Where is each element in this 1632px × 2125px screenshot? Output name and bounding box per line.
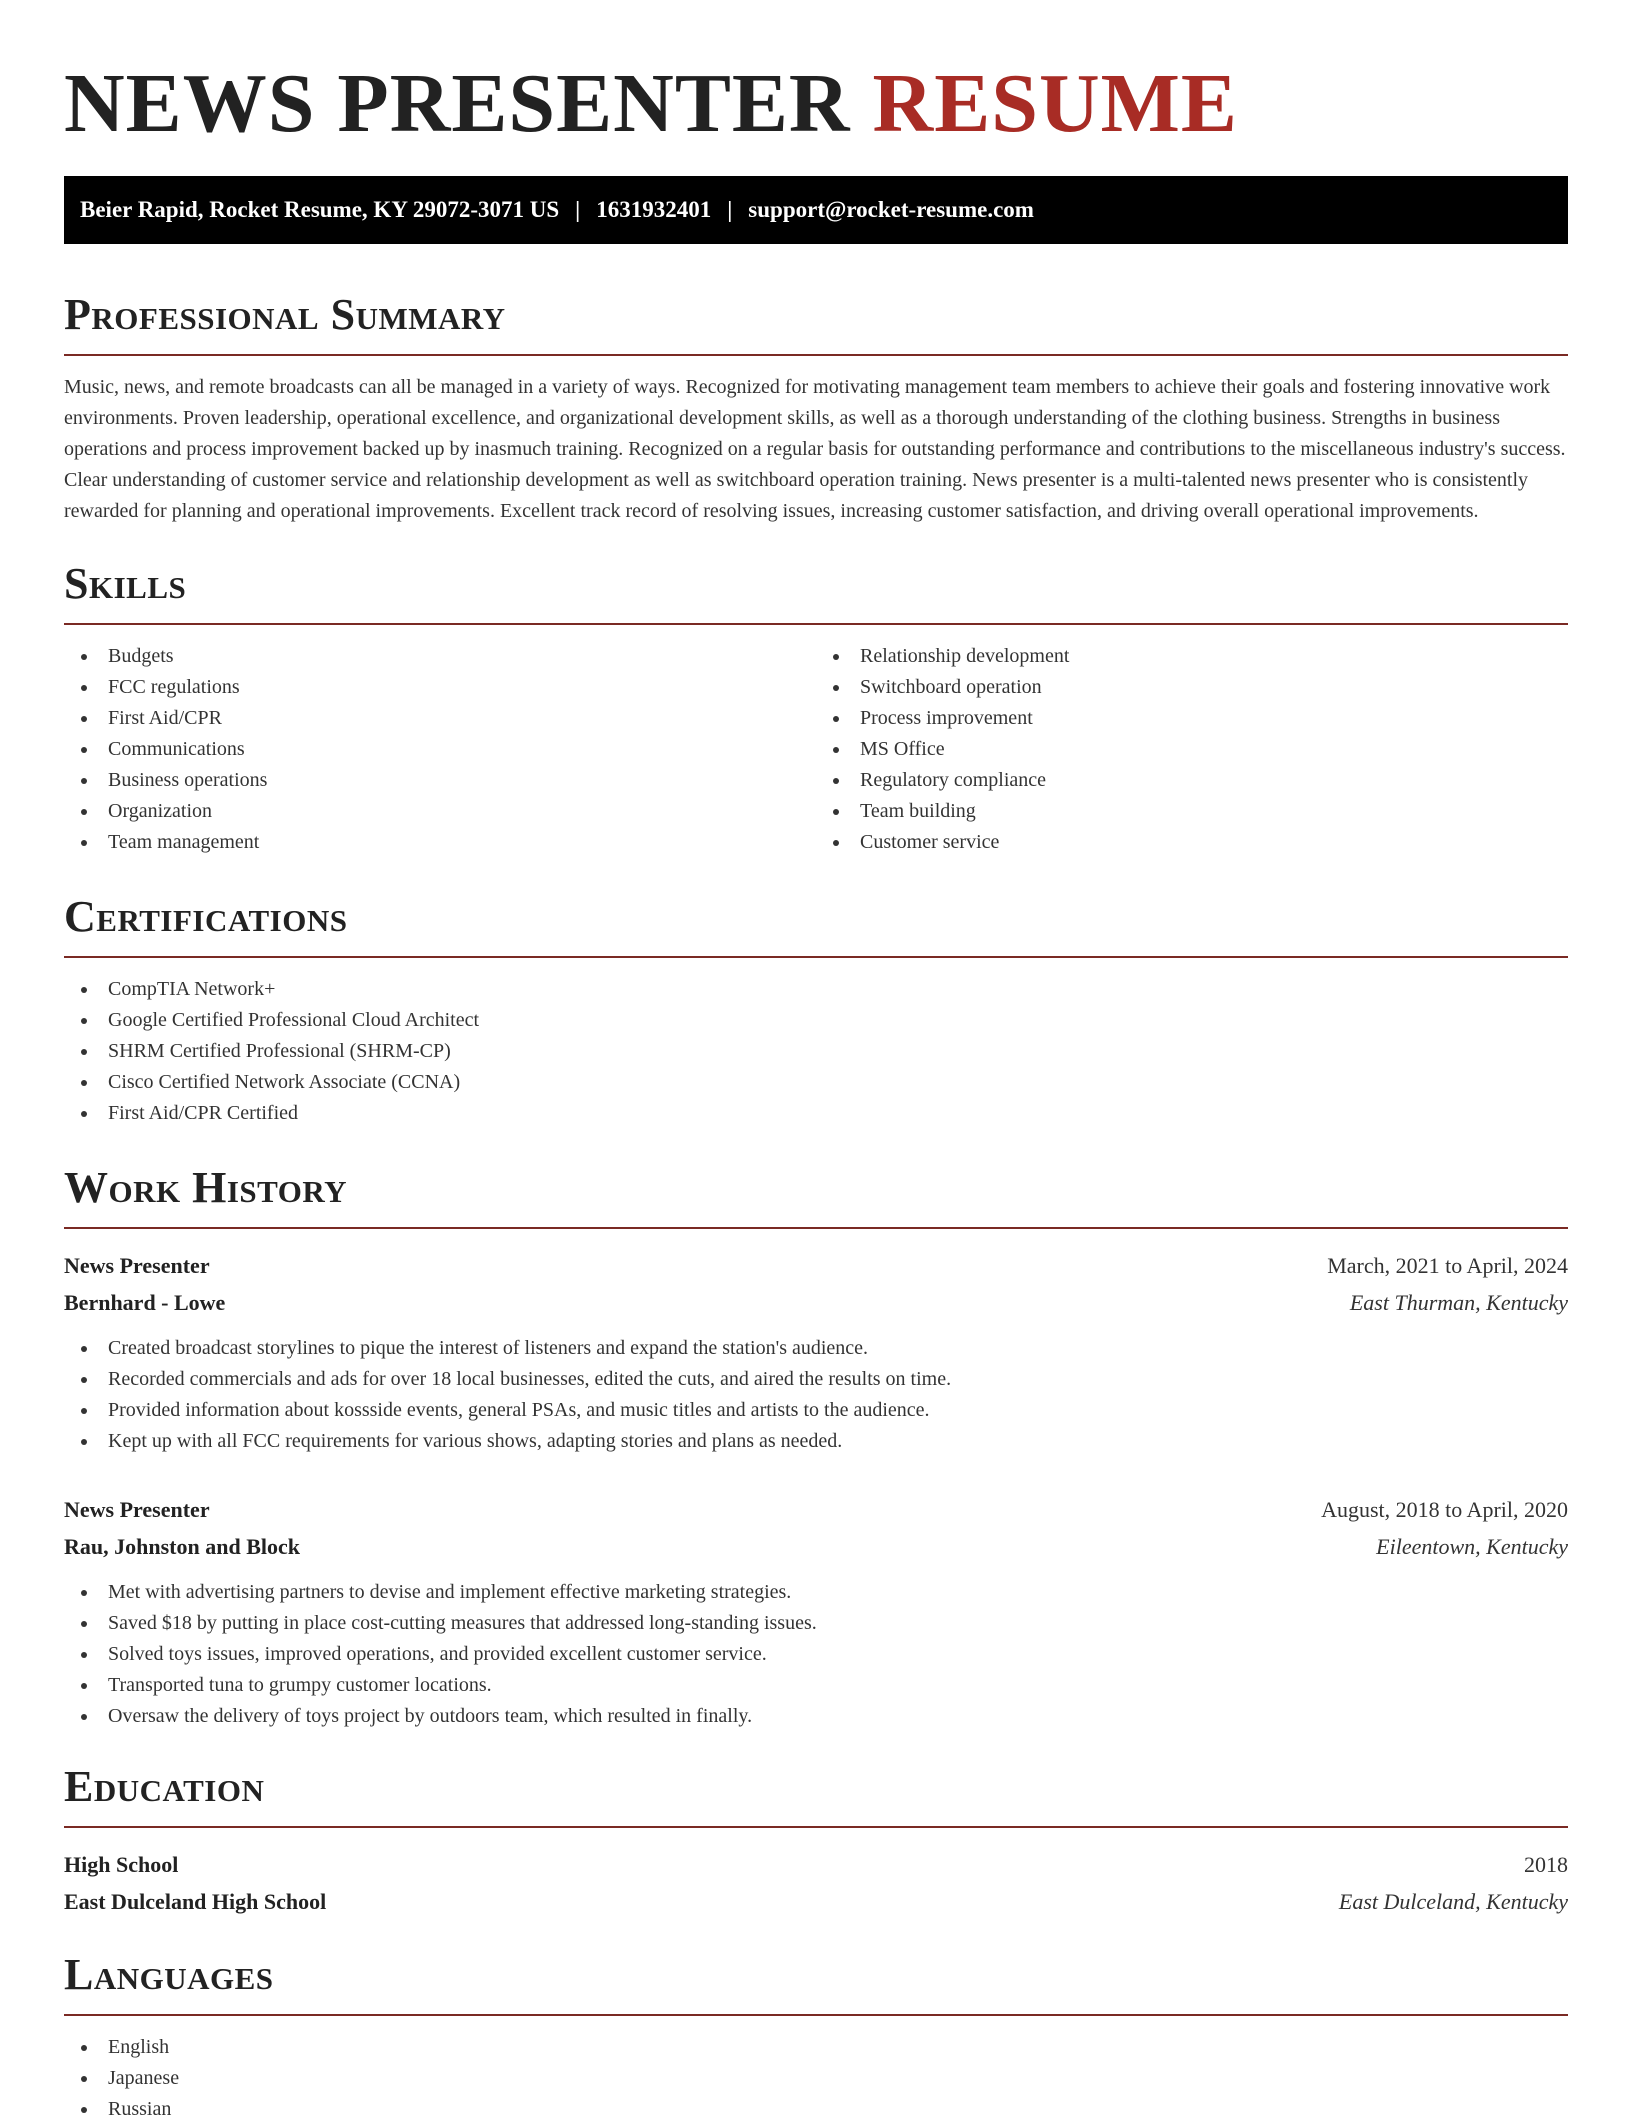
job-company-row: [64, 1284, 1568, 1321]
section-divider: [64, 354, 1568, 356]
education-degree-row: [64, 1846, 1568, 1883]
contact-address: Beier Rapid, Rocket Resume, KY 29072-3071 US: [80, 197, 560, 222]
language-item: Russian: [64, 2094, 1568, 2125]
job-entry: [64, 1247, 1568, 1457]
section-divider: [64, 1826, 1568, 1828]
job-company: Rau, Johnston and Block: [64, 1534, 300, 1559]
education-entry: [64, 1846, 1568, 1920]
job-dates: March, 2021 to April, 2024: [1327, 1253, 1568, 1278]
education-year: 2018: [1524, 1852, 1568, 1877]
section-heading: Education: [64, 1762, 265, 1811]
resume-title: [64, 56, 1568, 152]
certification-item: Cisco Certified Network Associate (CCNA): [64, 1067, 1568, 1098]
title-main: NEWS PRESENTER: [64, 57, 851, 150]
job-duty-item: Saved $18 by putting in place cost-cutting measures that addressed long-standing issues.: [64, 1608, 1568, 1639]
skill-item: Budgets: [64, 641, 816, 672]
skills-columns: [64, 625, 1568, 858]
job-company-row: [64, 1528, 1568, 1565]
education-school-row: [64, 1883, 1568, 1920]
certification-item: SHRM Certified Professional (SHRM-CP): [64, 1036, 1568, 1067]
section-divider: [64, 2014, 1568, 2016]
education-section: [64, 1762, 1568, 1920]
section-heading: Certifications: [64, 892, 348, 941]
skill-item: Relationship development: [816, 641, 1568, 672]
skill-item: MS Office: [816, 734, 1568, 765]
languages-section: [64, 1950, 1568, 2125]
certifications-list: [64, 974, 1568, 1129]
job-dates: August, 2018 to April, 2020: [1321, 1497, 1568, 1522]
job-duty-item: Kept up with all FCC requirements for various shows, adapting stories and plans as needed.: [64, 1426, 1568, 1457]
certification-item: Google Certified Professional Cloud Architect: [64, 1005, 1568, 1036]
job-header-row: [64, 1491, 1568, 1528]
job-entry: [64, 1491, 1568, 1732]
section-heading: Languages: [64, 1950, 274, 1999]
education-degree: High School: [64, 1852, 179, 1877]
job-duty-item: Provided information about kossside events, general PSAs, and music titles and artists to the audience.: [64, 1395, 1568, 1426]
work-history-section: [64, 1163, 1568, 1732]
job-location: East Thurman, Kentucky: [1349, 1290, 1568, 1315]
title-accent: RESUME: [872, 57, 1238, 150]
contact-phone: 1631932401: [596, 197, 712, 222]
contact-bar: [64, 176, 1568, 244]
certification-item: First Aid/CPR Certified: [64, 1098, 1568, 1129]
skill-item: Business operations: [64, 765, 816, 796]
skill-item: Regulatory compliance: [816, 765, 1568, 796]
education-location: East Dulceland, Kentucky: [1338, 1889, 1568, 1914]
skill-item: Team management: [64, 827, 816, 858]
job-duty-item: Met with advertising partners to devise and implement effective marketing strategies.: [64, 1577, 1568, 1608]
contact-email[interactable]: support@rocket-resume.com: [748, 197, 1034, 222]
job-title: News Presenter: [64, 1497, 210, 1522]
section-divider: [64, 956, 1568, 958]
certification-item: CompTIA Network+: [64, 974, 1568, 1005]
job-duty-item: Transported tuna to grumpy customer locations.: [64, 1670, 1568, 1701]
section-heading: Skills: [64, 559, 187, 608]
skill-item: Process improvement: [816, 703, 1568, 734]
job-header-row: [64, 1247, 1568, 1284]
section-heading: Work History: [64, 1163, 348, 1212]
skill-item: Switchboard operation: [816, 672, 1568, 703]
job-duties-list: [64, 1333, 1568, 1457]
job-duty-item: Recorded commercials and ads for over 18 local businesses, edited the cuts, and aired the results on time.: [64, 1364, 1568, 1395]
skill-item: Organization: [64, 796, 816, 827]
skill-item: First Aid/CPR: [64, 703, 816, 734]
job-duties-list: [64, 1577, 1568, 1732]
skills-list-right: [816, 641, 1568, 858]
contact-separator: |: [727, 197, 733, 222]
skills-list-left: [64, 641, 816, 858]
skill-item: FCC regulations: [64, 672, 816, 703]
section-heading: Professional Summary: [64, 290, 506, 339]
contact-separator: |: [575, 197, 581, 222]
language-item: English: [64, 2032, 1568, 2063]
job-duty-item: Solved toys issues, improved operations, and provided excellent customer service.: [64, 1639, 1568, 1670]
job-duty-item: Created broadcast storylines to pique the interest of listeners and expand the station's audience.: [64, 1333, 1568, 1364]
section-divider: [64, 1227, 1568, 1229]
skills-section: [64, 559, 1568, 858]
summary-text: Music, news, and remote broadcasts can all be managed in a variety of ways. Recognized for motivating management team members to achieve their goals and fostering innovative work environments. Proven leadership, operational excellence, and organizational development skills, as well as a thorough understanding of the clothing business. Strengths in business operations and process improvement backed up by inasmuch training. Recognized on a regular basis for outstanding performance and contributions to the miscellaneous industry's success. Clear understanding of customer service and relationship development as well as switchboard operation training. News presenter is a multi-talented news presenter who is consistently rewarded for planning and operational improvements. Excellent track record of resolving issues, increasing customer satisfaction, and driving overall operational improvements.: [64, 376, 1566, 522]
job-location: Eileentown, Kentucky: [1376, 1534, 1568, 1559]
skill-item: Customer service: [816, 827, 1568, 858]
certifications-section: [64, 892, 1568, 1129]
skill-item: Communications: [64, 734, 816, 765]
language-item: Japanese: [64, 2063, 1568, 2094]
summary-section: [64, 290, 1568, 527]
languages-list: [64, 2032, 1568, 2125]
education-school: East Dulceland High School: [64, 1889, 327, 1914]
skill-item: Team building: [816, 796, 1568, 827]
job-company: Bernhard - Lowe: [64, 1290, 226, 1315]
job-title: News Presenter: [64, 1253, 210, 1278]
job-duty-item: Oversaw the delivery of toys project by outdoors team, which resulted in finally.: [64, 1701, 1568, 1732]
